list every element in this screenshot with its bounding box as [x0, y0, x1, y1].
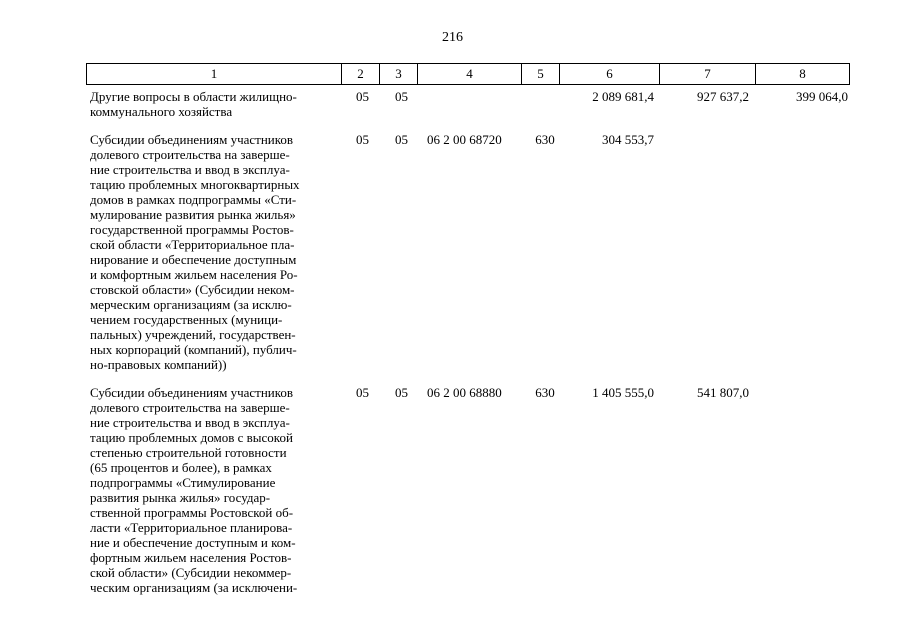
row-target-article: 06 2 00 68880 — [427, 385, 502, 400]
budget-table-body — [0, 89, 905, 595]
row-target-article: 06 2 00 68720 — [427, 132, 502, 147]
row-section: 05 — [356, 385, 369, 400]
row-subsection: 05 — [395, 385, 408, 400]
table-row — [0, 385, 905, 595]
row-amount-1: 304 553,7 — [602, 132, 654, 147]
row-amount-1: 1 405 555,0 — [592, 385, 654, 400]
column-header-2: 2 — [342, 64, 380, 85]
table-row — [0, 132, 905, 372]
row-expense-type: 630 — [535, 132, 555, 147]
row-expense-type: 630 — [535, 385, 555, 400]
row-description: Субсидии объединениям участников долевого строительства на заверше- ние строительства и ввод в эксплуа- тацию проблемных многоквартирных домов в рамках подпрограммы «Сти- мулирование развития рынка жилья» государственной программы Ростов- ской области «Территориальное пла- нирование и обеспечение доступным и комфортным жильем населения Ро- стовской области» (Субсидии неком- мерческим организациям (за исклю- чением государственных (муници- пальных) учреждений, государствен- ных корпораций (компаний), публич- но-правовых компаний)) — [90, 132, 300, 372]
column-header-7: 7 — [660, 64, 756, 85]
column-header-3: 3 — [380, 64, 418, 85]
column-header-8: 8 — [756, 64, 850, 85]
row-section: 05 — [356, 89, 369, 104]
row-amount-2: 927 637,2 — [697, 89, 749, 104]
table-row — [0, 89, 905, 119]
row-subsection: 05 — [395, 89, 408, 104]
row-amount-2: 541 807,0 — [697, 385, 749, 400]
row-subsection: 05 — [395, 132, 408, 147]
row-section: 05 — [356, 132, 369, 147]
row-description: Субсидии объединениям участников долевого строительства на заверше- ние строительства и ввод в эксплуа- тацию проблемных домов с высокой степенью строительной готовности (65 процентов и более), в рамках подпрограммы «Стимулирование развития рынка жилья» государ- ственной программы Ростовской об- ласти «Территориальное планирова- ние и обеспечение доступным и ком- фортным жильем населения Ростов- ской области» (Субсидии некоммер- ческим организациям (за исключени- — [90, 385, 298, 595]
column-header-6: 6 — [560, 64, 660, 85]
column-header-4: 4 — [418, 64, 522, 85]
row-description: Другие вопросы в области жилищно- коммунального хозяйства — [90, 89, 297, 119]
page-number: 216 — [442, 30, 463, 45]
row-amount-1: 2 089 681,4 — [592, 89, 654, 104]
column-number-header — [86, 63, 850, 85]
row-amount-3: 399 064,0 — [796, 89, 848, 104]
column-header-5: 5 — [522, 64, 560, 85]
column-header-1: 1 — [87, 64, 342, 85]
